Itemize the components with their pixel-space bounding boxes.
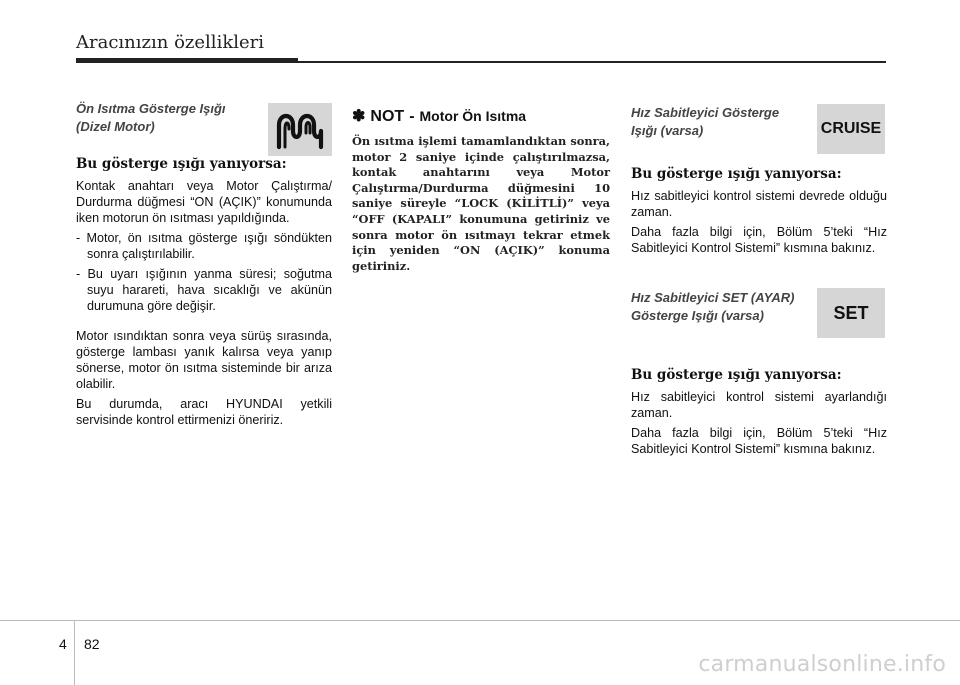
cruise-icon-label: CRUISE bbox=[820, 120, 882, 137]
page-header-title: Aracınızın özellikleri bbox=[76, 32, 264, 53]
set-heading bbox=[631, 289, 811, 325]
column-note bbox=[352, 106, 610, 274]
glow-plug-heading-line1: Ön Isıtma Gösterge Işığı bbox=[76, 101, 226, 116]
cruise-heading-line2: Işığı (varsa) bbox=[631, 123, 704, 138]
set-subheading: Bu gösterge ışığı yanıyorsa: bbox=[631, 367, 842, 383]
cruise-subheading: Bu gösterge ışığı yanıyorsa: bbox=[631, 166, 842, 182]
note-dash: - bbox=[409, 108, 415, 125]
glow-plug-bullet1: - Motor, ön ısıtma gösterge ışığı söndükten sonra çalıştırılabilir. bbox=[76, 231, 332, 261]
watermark: carmanualsonline.info bbox=[698, 652, 946, 677]
set-icon-label: SET bbox=[833, 302, 869, 323]
note-star-icon: ✽ bbox=[352, 108, 366, 125]
glow-plug-heading-line2: (Dizel Motor) bbox=[76, 119, 155, 134]
cruise-heading-line1: Hız Sabitleyici Gösterge bbox=[631, 105, 780, 120]
glow-plug-coil-icon bbox=[273, 109, 327, 151]
footer-page-number: 82 bbox=[84, 636, 100, 652]
set-heading-line1: Hız Sabitleyici SET (AYAR) bbox=[631, 290, 795, 305]
header-rule-thick bbox=[76, 58, 298, 63]
set-para2: Daha fazla bilgi için, Bölüm 5’teki “Hız Sabitleyici Kontrol Sistemi” kısmına bakınız. bbox=[631, 426, 887, 456]
note-title bbox=[352, 106, 610, 126]
cruise-para1: Hız sabitleyici kontrol sistemi devrede olduğu zaman. bbox=[631, 189, 887, 219]
cruise-heading bbox=[631, 104, 806, 140]
glow-plug-indicator-icon bbox=[268, 103, 332, 156]
note-subject: Motor Ön Isıtma bbox=[419, 108, 527, 124]
glow-plug-para1: Kontak anahtarı veya Motor Çalıştırma/ Durdurma düğmesi “ON (AÇIK)” konumunda iken motorun ön ısıtması yapıldığında. bbox=[76, 179, 332, 225]
footer-divider bbox=[74, 620, 75, 685]
note-label: NOT bbox=[370, 108, 405, 125]
cruise-indicator-icon bbox=[817, 104, 885, 154]
glow-plug-heading bbox=[76, 100, 256, 136]
glow-plug-para3: Bu durumda, aracı HYUNDAI yetkili servisinde kontrol ettirmenizi öneririz. bbox=[76, 397, 332, 427]
set-indicator-icon bbox=[817, 288, 885, 338]
header-rule-thin bbox=[298, 61, 886, 63]
glow-plug-para2: Motor ısındıktan sonra veya sürüş sırasında, gösterge lambası yanık kalırsa veya yanıp sönerse, motor ön ısıtma sisteminde bir arıza olabilir. bbox=[76, 329, 332, 391]
footer-chapter-number: 4 bbox=[59, 636, 67, 652]
cruise-para2: Daha fazla bilgi için, Bölüm 5’teki “Hız Sabitleyici Kontrol Sistemi” kısmına bakınız. bbox=[631, 225, 887, 255]
set-para1: Hız sabitleyici kontrol sistemi ayarlandığı zaman. bbox=[631, 390, 887, 420]
glow-plug-subheading: Bu gösterge ışığı yanıyorsa: bbox=[76, 156, 287, 172]
note-body: Ön ısıtma işlemi tamamlandıktan sonra, motor 2 saniye içinde çalıştırılmazsa, kontak anahtarını veya Motor Çalıştırma/Durdurma düğmesini 10 saniye süreyle “LOCK (KİLİTLİ)” veya “OFF (KAPALI” konumuna getiriniz ve sonra motor ön ısıtmayı tekrar etmek için yeniden “ON (AÇIK)” konuma getiriniz. bbox=[352, 134, 610, 273]
footer-rule bbox=[0, 620, 960, 621]
glow-plug-bullet2: - Bu uyarı ışığının yanma süresi; soğutma suyu harareti, hava sıcaklığı ve akünün durumuna göre değişir. bbox=[76, 267, 332, 313]
set-heading-line2: Gösterge Işığı (varsa) bbox=[631, 308, 764, 323]
